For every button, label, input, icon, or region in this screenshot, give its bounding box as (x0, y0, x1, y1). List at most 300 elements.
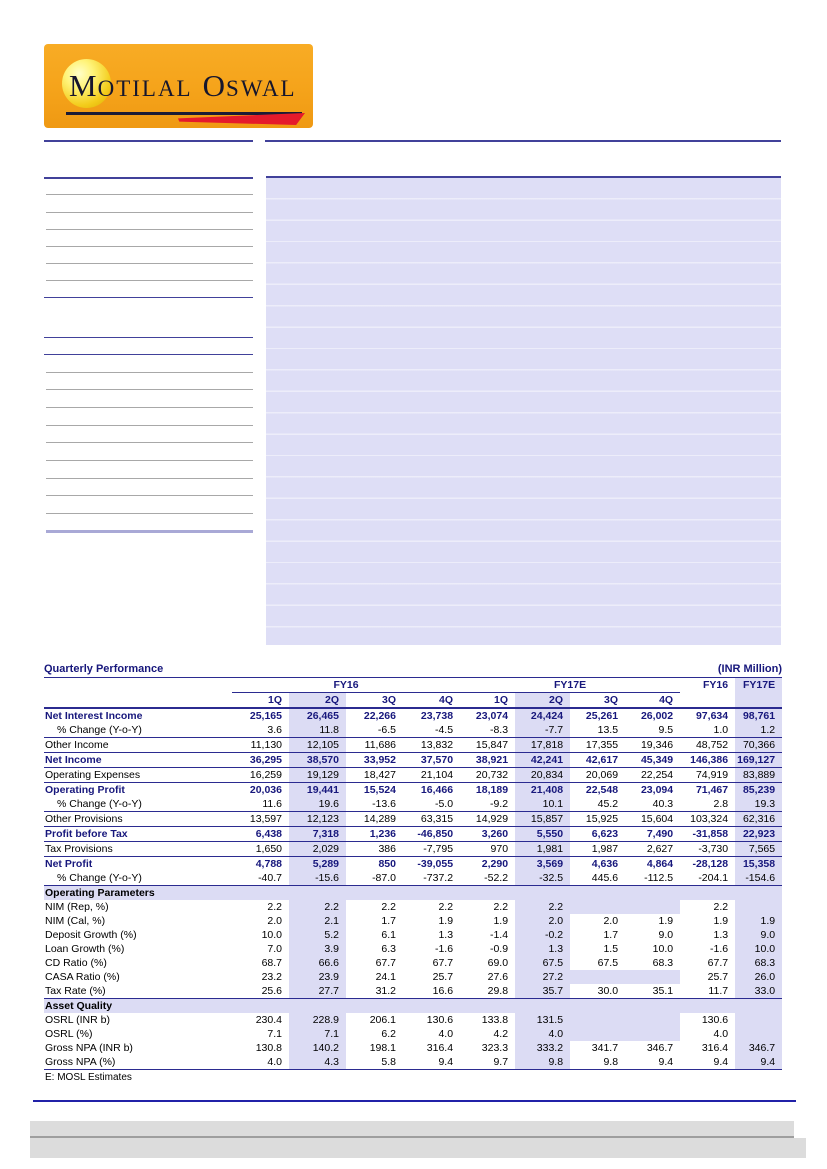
value-cell: 20,036 (249, 784, 282, 796)
value-cell: 74,919 (680, 768, 735, 783)
value-cell (625, 1027, 680, 1041)
value-cell: 13.5 (570, 723, 625, 738)
value-cell: 30.0 (597, 985, 619, 997)
row-label: CASA Ratio (%) (45, 971, 120, 983)
value-cell: -0.9 (489, 943, 509, 955)
value-cell: 67.7 (375, 957, 396, 969)
value-cell: 27.7 (289, 984, 346, 999)
value-cell: 130.6 (701, 1014, 729, 1026)
table-row (44, 753, 782, 768)
table-row (44, 783, 782, 798)
value-cell (570, 970, 625, 984)
value-cell: 18,189 (475, 784, 509, 796)
value-cell: 21,408 (515, 783, 570, 798)
value-cell: 4,636 (591, 858, 619, 870)
row-label: Operating Profit (45, 784, 125, 796)
placeholder-line (46, 229, 253, 230)
value-cell: 9.5 (625, 723, 680, 738)
value-cell: 2,029 (289, 842, 346, 857)
value-cell: 346.7 (735, 1041, 782, 1055)
value-cell: 16,259 (232, 768, 289, 783)
value-cell: 68.3 (652, 957, 674, 969)
table-row (44, 738, 782, 753)
value-cell: 3.9 (289, 942, 346, 956)
value-cell: -3,730 (680, 842, 735, 857)
value-cell: -32.5 (515, 871, 570, 886)
quarterly-performance-table (44, 663, 782, 1083)
quarter-header: 1Q (232, 693, 289, 709)
value-cell (735, 1013, 782, 1027)
value-cell: 25.7 (707, 971, 729, 983)
value-cell: 2.0 (267, 915, 282, 927)
value-cell (625, 970, 680, 984)
value-cell: 12,105 (289, 738, 346, 753)
value-cell: 25.7 (432, 971, 454, 983)
value-cell: 23,074 (475, 710, 509, 722)
value-cell: 2.2 (289, 900, 346, 914)
value-cell: 13,597 (232, 812, 289, 827)
value-cell: 31.2 (375, 985, 396, 997)
value-cell: -154.6 (735, 871, 782, 886)
row-label: NIM (Rep, %) (45, 901, 109, 913)
section-header: Asset Quality (44, 999, 782, 1014)
value-cell: 10.0 (652, 943, 674, 955)
value-cell: 38,921 (460, 753, 515, 768)
section-header: Operating Parameters (44, 886, 782, 901)
value-cell: 198.1 (369, 1042, 396, 1054)
table-row (44, 842, 782, 857)
value-cell: 131.5 (515, 1013, 570, 1027)
table-row (44, 900, 782, 914)
value-cell: 1.2 (735, 723, 782, 738)
table-row (44, 970, 782, 984)
value-cell: -7,795 (403, 842, 460, 857)
value-cell: 19.3 (735, 797, 782, 812)
value-cell (735, 900, 782, 914)
value-cell: -31,858 (680, 827, 735, 842)
row-label: Tax Provisions (44, 842, 232, 857)
value-cell: 7,318 (289, 827, 346, 842)
quarter-header-row (44, 693, 782, 709)
value-cell: 323.3 (481, 1042, 509, 1054)
value-cell: 2.2 (493, 901, 509, 913)
row-label: Other Provisions (44, 812, 232, 827)
value-cell: 2.2 (713, 901, 729, 913)
placeholder-line (46, 425, 253, 426)
value-cell: 9.8 (515, 1055, 570, 1070)
table-row (44, 1013, 782, 1027)
placeholder-line (46, 442, 253, 443)
value-cell: 2.0 (515, 914, 570, 928)
table-row (44, 1041, 782, 1055)
placeholder-line (44, 297, 253, 299)
logo-underline (66, 112, 302, 115)
value-cell: -204.1 (698, 872, 729, 884)
value-cell: 6.1 (381, 929, 396, 941)
value-cell: 38,570 (289, 753, 346, 768)
value-cell: -39,055 (417, 858, 454, 870)
table-row (44, 984, 782, 999)
value-cell: 3,260 (460, 827, 515, 842)
row-label: % Change (Y-o-Y) (44, 723, 232, 738)
annual-header-spacer (680, 693, 735, 709)
value-cell: 3.6 (232, 723, 289, 738)
value-cell: 26.0 (735, 970, 782, 984)
corner-cell (44, 678, 232, 693)
value-cell: 68.7 (261, 957, 282, 969)
value-cell: 1.9 (735, 914, 782, 928)
group-header-row (44, 678, 782, 693)
value-cell: 11.8 (289, 723, 346, 738)
table-row (44, 723, 782, 738)
value-cell: 130.6 (426, 1014, 454, 1026)
annual-column-header: FY17E (735, 678, 782, 693)
placeholder-line (46, 478, 253, 479)
value-cell: 66.6 (289, 956, 346, 970)
value-cell: -87.0 (372, 872, 396, 884)
value-cell: 42,241 (515, 753, 570, 768)
value-cell: 33,952 (346, 753, 403, 768)
quarter-header: 3Q (570, 693, 625, 709)
value-cell: 7.1 (289, 1027, 346, 1041)
value-cell: 40.3 (625, 797, 680, 812)
value-cell: -5.0 (403, 797, 460, 812)
value-cell: 146,386 (680, 753, 735, 768)
quarter-header: 2Q (289, 693, 346, 709)
value-cell: 2.2 (515, 900, 570, 914)
value-cell: 850 (378, 858, 396, 870)
quarter-header: 2Q (515, 693, 570, 709)
value-cell: 9.0 (658, 929, 674, 941)
row-label: Net Profit (45, 858, 93, 870)
value-cell: 6.3 (381, 943, 396, 955)
table-row (44, 999, 782, 1014)
value-cell: 4,788 (255, 858, 282, 870)
value-cell: 2.2 (381, 901, 396, 913)
row-label: Gross NPA (INR b) (45, 1042, 133, 1054)
value-cell: 2.8 (680, 797, 735, 812)
value-cell: 23.9 (289, 970, 346, 984)
value-cell: 17,818 (515, 738, 570, 753)
row-label: Profit before Tax (44, 827, 232, 842)
value-cell (735, 1027, 782, 1041)
value-cell: 29.8 (487, 985, 509, 997)
placeholder-line (46, 530, 253, 533)
value-cell: 6,623 (570, 827, 625, 842)
value-cell: 15,857 (515, 812, 570, 827)
value-cell: 23,094 (640, 784, 674, 796)
value-cell: 67.7 (707, 957, 729, 969)
value-cell: 1.3 (713, 929, 729, 941)
value-cell: 16,466 (420, 784, 454, 796)
value-cell: 62,316 (735, 812, 782, 827)
value-cell: 15,604 (625, 812, 680, 827)
value-cell: 346.7 (646, 1042, 674, 1054)
value-cell: 103,324 (680, 812, 735, 827)
value-cell: 230.4 (255, 1014, 282, 1026)
value-cell: 9.4 (625, 1055, 680, 1070)
placeholder-line (46, 246, 253, 247)
value-cell: 7.1 (267, 1028, 282, 1040)
value-cell: 5,550 (515, 827, 570, 842)
row-label: OSRL (INR b) (45, 1014, 110, 1026)
table-row (44, 797, 782, 812)
value-cell (625, 900, 680, 914)
value-cell: 71,467 (695, 784, 729, 796)
value-cell: 4,864 (646, 858, 674, 870)
value-cell: 27.2 (515, 970, 570, 984)
value-cell: 21,104 (403, 768, 460, 783)
value-cell: 15,925 (570, 812, 625, 827)
year-group-header: FY17E (460, 678, 680, 693)
row-label: Other Income (44, 738, 232, 753)
value-cell: 386 (346, 842, 403, 857)
annual-header-spacer (735, 693, 782, 709)
quarter-header: 1Q (460, 693, 515, 709)
footer-bar-top (30, 1121, 794, 1136)
value-cell: 9.8 (570, 1055, 625, 1070)
value-cell: 5.8 (346, 1055, 403, 1070)
table-title-row (44, 663, 782, 678)
value-cell: 6.2 (381, 1028, 396, 1040)
value-cell: 316.4 (701, 1042, 729, 1054)
value-cell: 11.6 (232, 797, 289, 812)
value-cell: -7.7 (515, 723, 570, 738)
value-cell: 2,627 (625, 842, 680, 857)
value-cell: 13,832 (403, 738, 460, 753)
value-cell: 19,346 (625, 738, 680, 753)
value-cell: 4.0 (713, 1028, 729, 1040)
value-cell: 26,002 (640, 710, 674, 722)
value-cell: 20,732 (460, 768, 515, 783)
table-row (44, 1055, 782, 1070)
value-cell: 9.7 (460, 1055, 515, 1070)
row-label: NIM (Cal, %) (45, 915, 106, 927)
value-cell: 1.0 (680, 723, 735, 738)
value-cell: 19,129 (289, 768, 346, 783)
value-cell: 2.2 (438, 901, 454, 913)
value-cell: 206.1 (369, 1014, 396, 1026)
value-cell: 2.0 (603, 915, 619, 927)
table-row (44, 827, 782, 842)
value-cell: 1.9 (438, 915, 454, 927)
row-label: % Change (Y-o-Y) (57, 872, 142, 884)
value-cell: 316.4 (426, 1042, 454, 1054)
value-cell: 1.7 (381, 915, 396, 927)
value-cell: 17,355 (570, 738, 625, 753)
value-cell: 15,358 (735, 857, 782, 872)
row-label: OSRL (%) (45, 1028, 93, 1040)
value-cell: 1.9 (493, 915, 509, 927)
value-cell: 22,923 (735, 827, 782, 842)
value-cell: 45.2 (570, 797, 625, 812)
value-cell (570, 1013, 625, 1027)
value-cell: 4.0 (232, 1055, 289, 1070)
table-row (44, 812, 782, 827)
value-cell: -13.6 (346, 797, 403, 812)
table-row (44, 928, 782, 942)
row-label: Operating Expenses (44, 768, 232, 783)
value-cell: 22,266 (363, 710, 396, 722)
placeholder-line (46, 280, 253, 281)
value-cell: 67.5 (597, 957, 619, 969)
value-cell: 4.2 (493, 1028, 509, 1040)
value-cell: 1.3 (515, 942, 570, 956)
value-cell: 68.3 (735, 956, 782, 970)
value-cell: 9.4 (735, 1055, 782, 1070)
value-cell: -112.5 (644, 872, 674, 884)
value-cell: 27.6 (487, 971, 509, 983)
table-row (44, 708, 782, 723)
table-row (44, 956, 782, 970)
value-cell: 130.8 (255, 1042, 282, 1054)
placeholder-line (46, 460, 253, 461)
value-cell: 11,686 (346, 738, 403, 753)
value-cell: 69.0 (487, 957, 509, 969)
value-cell: 97,634 (695, 710, 729, 722)
row-label: % Change (Y-o-Y) (44, 797, 232, 812)
value-cell: 3,569 (515, 857, 570, 872)
value-cell: -46,850 (403, 827, 460, 842)
value-cell: -0.2 (515, 928, 570, 942)
placeholder-line (265, 140, 781, 142)
value-cell: -9.2 (460, 797, 515, 812)
corner-cell (44, 693, 232, 709)
value-cell: 18,427 (346, 768, 403, 783)
value-cell: 63,315 (403, 812, 460, 827)
value-cell: -40.7 (258, 872, 282, 884)
value-cell: 9.0 (735, 928, 782, 942)
chart-placeholder (266, 176, 781, 645)
year-group-header: FY16 (232, 678, 460, 693)
value-cell: 5,289 (289, 857, 346, 872)
value-cell: 9.4 (403, 1055, 460, 1070)
value-cell: 20,069 (570, 768, 625, 783)
value-cell: 19,441 (289, 783, 346, 798)
value-cell: 2,290 (481, 858, 509, 870)
value-cell: 4.0 (515, 1027, 570, 1041)
value-cell: 5.2 (289, 928, 346, 942)
placeholder-line (46, 513, 253, 514)
value-cell: 98,761 (735, 708, 782, 723)
value-cell: 1.3 (438, 929, 454, 941)
value-cell: -4.5 (403, 723, 460, 738)
table-row (44, 768, 782, 783)
value-cell: 1.9 (658, 915, 674, 927)
value-cell: 26,465 (289, 708, 346, 723)
placeholder-line (46, 263, 253, 264)
value-cell (570, 900, 625, 914)
value-cell: -15.6 (289, 871, 346, 886)
value-cell: 9.4 (680, 1055, 735, 1070)
data-table (44, 678, 782, 1070)
value-cell: -1.6 (710, 943, 729, 955)
value-cell: 22,254 (625, 768, 680, 783)
value-cell: 24,424 (515, 708, 570, 723)
value-cell: 35.7 (515, 984, 570, 999)
footer-bar-bottom (30, 1138, 806, 1158)
value-cell: -1.4 (489, 929, 509, 941)
value-cell: 48,752 (680, 738, 735, 753)
value-cell: -1.6 (434, 943, 454, 955)
placeholder-line (46, 212, 253, 213)
value-cell: -737.2 (423, 872, 454, 884)
value-cell: 11.7 (708, 985, 729, 997)
value-cell: 12,123 (289, 812, 346, 827)
value-cell: 7,565 (735, 842, 782, 857)
row-label: CD Ratio (%) (45, 957, 107, 969)
value-cell: 70,366 (735, 738, 782, 753)
value-cell: -8.3 (460, 723, 515, 738)
row-label: Tax Rate (%) (45, 985, 106, 997)
table-row (44, 1027, 782, 1041)
value-cell: 7,490 (625, 827, 680, 842)
placeholder-line (44, 354, 253, 356)
placeholder-line (46, 194, 253, 195)
value-cell: 1.9 (713, 915, 729, 927)
value-cell: 67.5 (515, 956, 570, 970)
row-label: Gross NPA (%) (44, 1055, 232, 1070)
placeholder-line (46, 495, 253, 496)
value-cell: 1,236 (346, 827, 403, 842)
value-cell: 35.1 (652, 985, 674, 997)
value-cell: 22,548 (585, 784, 619, 796)
value-cell: 7.0 (267, 943, 282, 955)
value-cell: 169,127 (735, 753, 782, 768)
placeholder-line (44, 140, 253, 142)
value-cell: 970 (460, 842, 515, 857)
value-cell: 1,987 (570, 842, 625, 857)
value-cell: 83,889 (735, 768, 782, 783)
value-cell: 25,165 (249, 710, 282, 722)
value-cell: 15,524 (363, 784, 396, 796)
table-title: Quarterly Performance (44, 663, 164, 675)
value-cell: 23.2 (261, 971, 282, 983)
placeholder-line (46, 407, 253, 408)
quarter-header: 4Q (403, 693, 460, 709)
value-cell: 140.2 (289, 1041, 346, 1055)
value-cell: 1,650 (232, 842, 289, 857)
value-cell: 45,349 (625, 753, 680, 768)
value-cell: -52.2 (484, 872, 509, 884)
value-cell (625, 1013, 680, 1027)
table-row (44, 857, 782, 872)
annual-column-header: FY16 (702, 679, 729, 692)
row-label: Net Income (44, 753, 232, 768)
placeholder-line (46, 389, 253, 390)
value-cell: 15,847 (460, 738, 515, 753)
row-label: Net Interest Income (45, 710, 143, 722)
quarter-header: 3Q (346, 693, 403, 709)
value-cell: 24.1 (375, 971, 396, 983)
value-cell: 42,617 (570, 753, 625, 768)
value-cell: 19.6 (289, 797, 346, 812)
value-cell: 333.2 (515, 1041, 570, 1055)
value-cell: -6.5 (346, 723, 403, 738)
value-cell: 10.0 (735, 942, 782, 956)
value-cell: 33.0 (735, 984, 782, 999)
value-cell: 445.6 (591, 872, 619, 884)
footer-rule (33, 1100, 796, 1102)
value-cell: 16.6 (432, 985, 454, 997)
logo-brand-text: MOTILAL OSWAL (69, 68, 297, 103)
value-cell (570, 1027, 625, 1041)
value-cell: 23,738 (420, 710, 454, 722)
value-cell: 1.5 (603, 943, 619, 955)
table-unit-label: (INR Million) (717, 663, 782, 675)
value-cell: 2.2 (267, 901, 282, 913)
value-cell: 11,130 (232, 738, 289, 753)
